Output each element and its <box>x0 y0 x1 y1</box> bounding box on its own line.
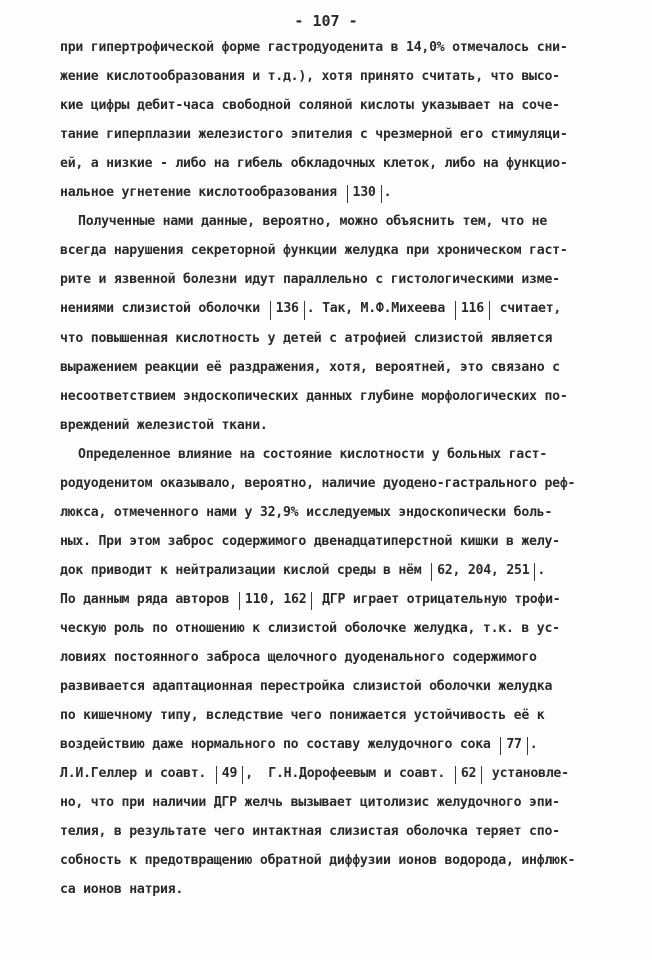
text-segment: док приводит к нейтрализации кислой среды в нём <box>60 562 430 578</box>
text-segment: телия, в результате чего интактная слизистая оболочка теряет спо- <box>60 824 560 840</box>
text-segment: Определенное влияние на состояние кислотности у больных гаст- <box>78 446 548 462</box>
text-line <box>60 98 560 113</box>
text-line <box>60 272 560 287</box>
text-line <box>60 534 560 549</box>
text-line <box>78 447 547 462</box>
text-segment: ДГР играет отрицательную трофи- <box>314 591 561 607</box>
citation-reference: 62 <box>455 766 482 784</box>
text-line <box>60 127 568 142</box>
text-segment: са ионов натрия. <box>60 882 184 898</box>
text-line <box>60 621 560 636</box>
text-segment: ных. При этом заброс содержимого двенадцатиперстной кишки в желу- <box>60 533 560 549</box>
text-segment: нениями слизистой оболочки <box>60 301 268 317</box>
citation-reference: 49 <box>216 766 243 784</box>
citation-reference: 77 <box>500 737 527 755</box>
text-segment: всегда нарушения секреторной функции желудка при хроническом гаст- <box>60 243 568 259</box>
text-segment: что повышенная кислотность у детей с атрофией слизистой является <box>60 330 553 346</box>
text-segment: воздействию даже нормального по составу желудочного сока <box>60 737 499 753</box>
text-segment: рите и язвенной болезни идут параллельно с гистологическими изме- <box>60 272 560 288</box>
citation-reference: 110, 162 <box>239 592 313 610</box>
text-segment: ей, а низкие - либо на гибель обкладочных клеток, либо на функцио- <box>60 156 568 172</box>
text-segment: ловиях постоянного заброса щелочного дуоденального содержимого <box>60 650 537 666</box>
text-segment: установле- <box>484 766 569 782</box>
text-segment: собность к предотвращению обратной диффузии ионов водорода, инфлюк- <box>60 853 576 869</box>
text-line <box>60 69 560 84</box>
text-segment: считает, <box>491 301 562 317</box>
text-line <box>60 505 552 520</box>
text-segment: Л.И.Геллер и соавт. <box>60 766 214 782</box>
text-segment: . <box>529 737 538 753</box>
text-line <box>78 214 547 229</box>
text-segment: жение кислотообразования и т.д.), хотя принято считать, что высо- <box>60 69 560 85</box>
text-segment: при гипертрофической форме гастродуоденита в 14,0% отмечалось сни- <box>60 40 568 55</box>
text-line <box>60 563 545 581</box>
text-line <box>60 360 560 375</box>
text-segment: несоответствием эндоскопических данных глубине морфологических по- <box>60 388 568 404</box>
text-segment: люкса, отмеченного нами у 32,9% исследуемых эндоскопически боль- <box>60 504 553 520</box>
text-line <box>60 853 575 868</box>
text-segment: . <box>537 562 546 578</box>
text-line <box>60 40 568 55</box>
text-segment: ческую роль по отношению к слизистой оболочке желудка, т.к. в ус- <box>60 621 560 636</box>
text-segment: вреждений железистой ткани. <box>60 417 268 433</box>
text-line <box>60 766 569 784</box>
text-line <box>60 679 552 694</box>
citation-reference: 130 <box>347 185 382 203</box>
text-line <box>60 331 552 346</box>
text-line <box>60 185 391 203</box>
text-line <box>60 301 561 319</box>
text-segment: . Так, М.Ф.Михеева <box>306 301 453 317</box>
text-segment: нальное угнетение кислотообразования <box>60 185 345 201</box>
text-segment: родуоденитом оказывало, вероятно, наличие дуодено-гастрального реф- <box>60 475 576 491</box>
text-line <box>60 795 560 810</box>
text-segment: . <box>383 185 392 201</box>
text-line <box>60 156 568 171</box>
text-line <box>60 243 568 258</box>
text-line <box>60 418 268 433</box>
text-line <box>60 476 575 491</box>
text-line <box>60 389 568 404</box>
text-segment: выражением реакции её раздражения, хотя, вероятней, это связано с <box>60 359 560 375</box>
text-segment: развивается адаптационная перестройка слизистой оболочки желудка <box>60 679 553 695</box>
text-line <box>60 882 183 897</box>
citation-reference: 116 <box>455 301 490 319</box>
text-segment: по кишечному типу, вследствие чего понижается устойчивость её к <box>60 708 545 724</box>
text-line <box>60 708 544 723</box>
text-line <box>60 592 560 610</box>
text-segment: Полученные нами данные, вероятно, можно объяснить тем, что не <box>78 214 548 230</box>
text-segment: кие цифры дебит-часа свободной соляной кислоты указывает на соче- <box>60 98 560 114</box>
citation-reference: 62, 204, 251 <box>431 563 535 581</box>
text-segment: , Г.Н.Дорофеевым и соавт. <box>245 766 453 782</box>
text-line <box>60 737 537 755</box>
text-line <box>60 824 560 839</box>
text-segment: но, что при наличии ДГР желчь вызывает цитолизис желудочного эпи- <box>60 795 560 811</box>
page-number: - 107 - <box>294 12 358 30</box>
citation-reference: 136 <box>270 301 305 319</box>
text-segment: тание гиперплазии железистого эпителия с чрезмерной его стимуляци- <box>60 127 568 143</box>
text-segment: По данным ряда авторов <box>60 591 237 607</box>
text-line <box>60 650 537 665</box>
